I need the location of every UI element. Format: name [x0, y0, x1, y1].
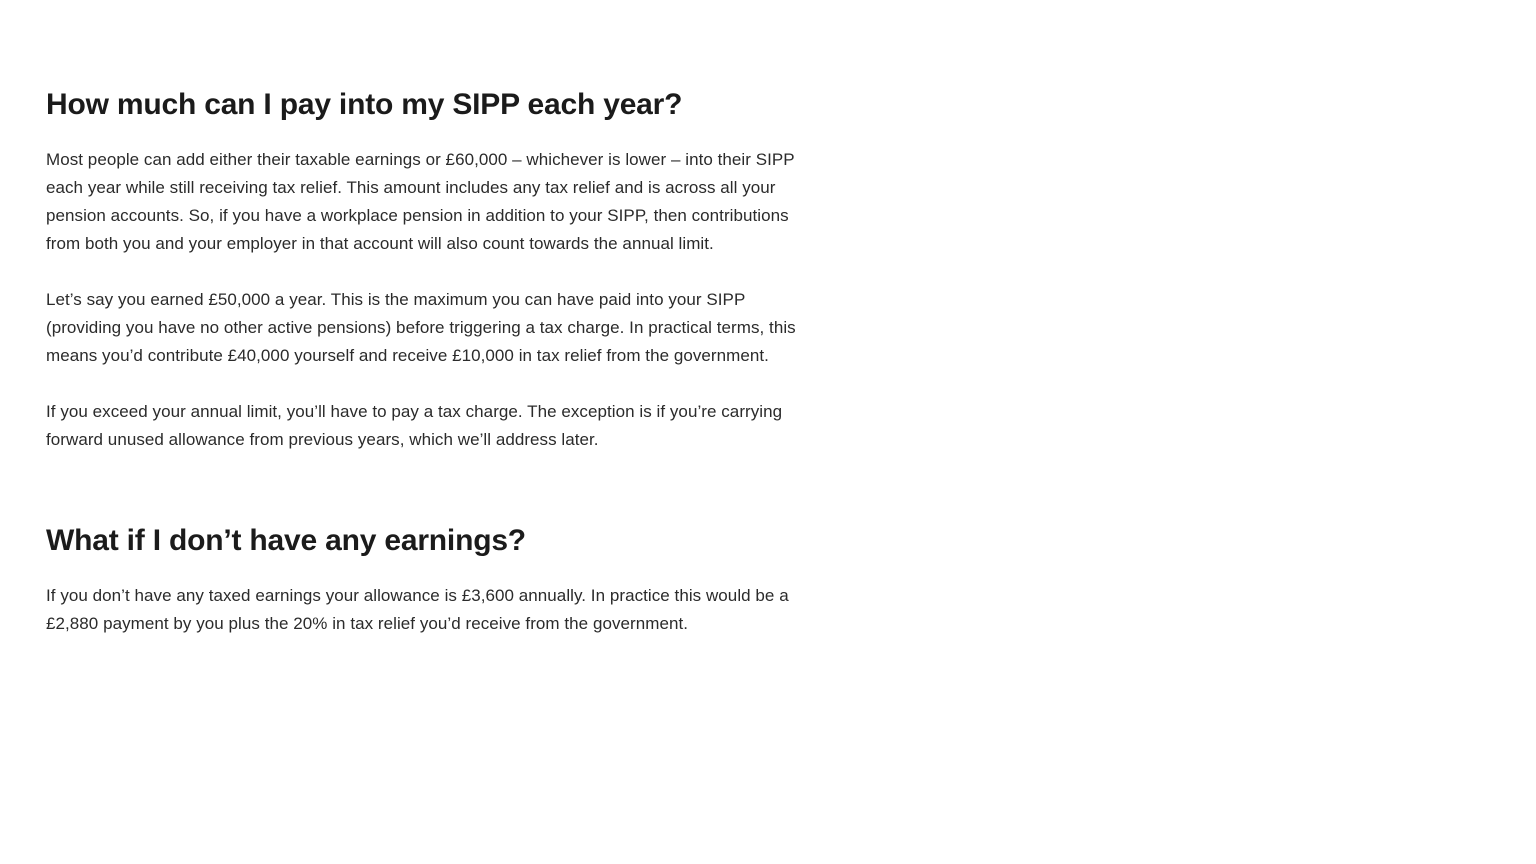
paragraph: Most people can add either their taxable earnings or £60,000 – whichever is lower – into their SIPP each year while still receiving tax relief. This amount includes any tax relief and is across all your pension accounts. So, if you have a workplace pension in addition to your SIPP, then contributions from both you and your employer in that account will also count towards the annual limit. — [46, 150, 795, 253]
paragraph: If you exceed your annual limit, you’ll have to pay a tax charge. The exception is if you’re carrying forward unused allowance from previous years, which we’ll address later. — [46, 402, 783, 449]
section-heading: What if I don’t have any earnings? — [46, 524, 526, 557]
paragraph: Let’s say you earned £50,000 a year. This is the maximum you can have paid into your SIPP (providing you have no other active pensions) before triggering a tax charge. In practical terms, this means you’d contribute £40,000 yourself and receive £10,000 in tax relief from the government. — [46, 290, 796, 365]
section-annual-allowance — [46, 86, 816, 454]
paragraph: If you don’t have any taxed earnings your allowance is £3,600 annually. In practice this would be a £2,880 payment by you plus the 20% in tax relief you’d receive from the government. — [46, 586, 789, 633]
section-no-earnings — [46, 522, 816, 638]
section-heading: How much can I pay into my SIPP each year? — [46, 88, 683, 121]
article-content-column — [46, 0, 816, 638]
